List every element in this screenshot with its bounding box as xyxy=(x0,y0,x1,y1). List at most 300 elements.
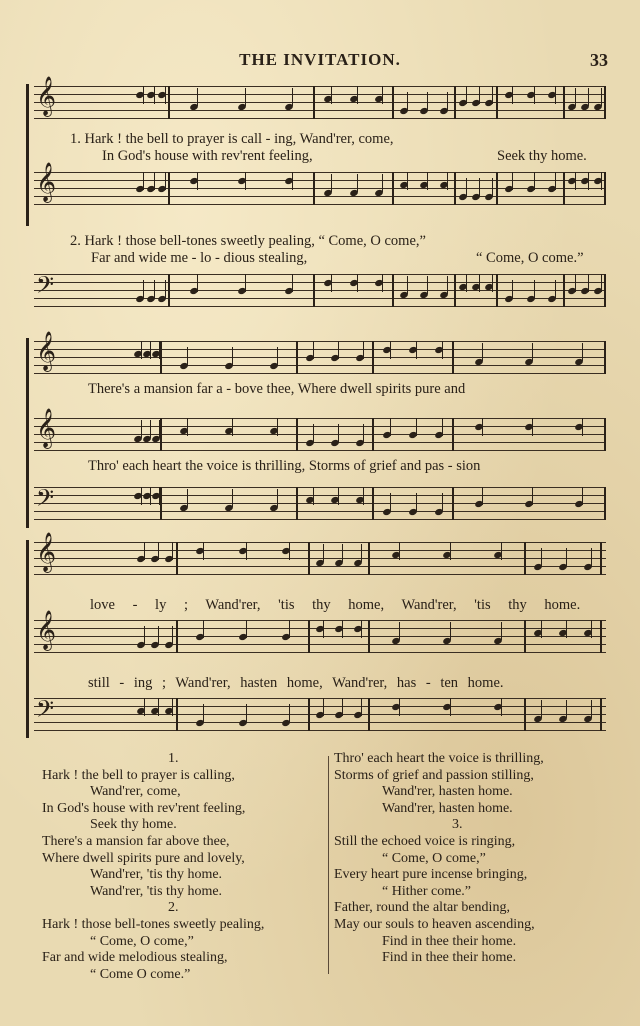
bar-line xyxy=(368,698,370,731)
bar-line xyxy=(168,86,170,119)
music-staff xyxy=(34,410,606,452)
bar-line xyxy=(313,274,315,307)
system-bracket xyxy=(26,338,29,528)
note-stem xyxy=(165,280,166,298)
note-stem xyxy=(246,620,247,638)
note-stem xyxy=(277,347,278,365)
note-stem xyxy=(541,620,542,638)
note-stem xyxy=(416,341,417,359)
note-stem xyxy=(313,341,314,359)
note-stem xyxy=(591,620,592,638)
note-stem xyxy=(338,424,339,442)
note-stem xyxy=(159,341,160,359)
bar-line xyxy=(563,86,565,119)
bar-line xyxy=(604,274,606,307)
note-stem xyxy=(197,274,198,292)
note-stem xyxy=(143,280,144,298)
note-stem xyxy=(588,274,589,292)
note-stem xyxy=(342,544,343,562)
note-stem xyxy=(165,172,166,190)
note-stem xyxy=(582,418,583,436)
music-staff xyxy=(34,274,606,308)
verses-left-column xyxy=(42,751,327,983)
staff-line xyxy=(34,290,606,291)
note-stem xyxy=(479,274,480,292)
note-stem xyxy=(399,698,400,716)
note-stem xyxy=(277,418,278,436)
note-stem xyxy=(363,487,364,505)
note-stem xyxy=(512,280,513,298)
note-stem xyxy=(331,174,332,192)
bass-clef-icon: 𝄢 xyxy=(36,697,55,728)
staff-line xyxy=(34,172,606,173)
note-stem xyxy=(150,420,151,438)
note-stem xyxy=(566,700,567,718)
note-stem xyxy=(416,418,417,436)
note-stem xyxy=(601,172,602,190)
note-stem xyxy=(289,620,290,638)
lyric-verse1-line2: In God's house with rev'rent feeling, xyxy=(102,148,313,164)
note-stem xyxy=(203,704,204,722)
note-stem xyxy=(172,626,173,644)
note-stem xyxy=(534,86,535,104)
verse-line: Wand'rer, come, xyxy=(90,784,181,800)
bar-line xyxy=(296,341,298,374)
verse-line: Thro' each heart the voice is thrilling, xyxy=(334,751,544,766)
note-stem xyxy=(450,698,451,716)
note-stem xyxy=(541,548,542,566)
bar-line xyxy=(496,274,498,307)
note-stem xyxy=(532,343,533,361)
system-bracket xyxy=(26,540,29,738)
note-stem xyxy=(427,276,428,294)
page-header xyxy=(0,50,640,72)
note-stem xyxy=(158,542,159,560)
bar-line xyxy=(392,86,394,119)
lyric-verse1-line1: 1. Hark ! the bell to prayer is call - ing, Wand'rer, come, xyxy=(70,131,394,147)
note-stem xyxy=(154,86,155,104)
bar-line xyxy=(176,698,178,731)
note-stem xyxy=(582,343,583,361)
note-stem xyxy=(512,172,513,190)
bar-line xyxy=(524,698,526,731)
staff-line xyxy=(34,204,606,205)
note-stem xyxy=(323,698,324,716)
note-stem xyxy=(512,86,513,104)
note-stem xyxy=(575,172,576,190)
staff-line xyxy=(34,180,606,181)
bar-line xyxy=(454,86,456,119)
note-stem xyxy=(591,548,592,566)
lyric-system2-line2: Thro' each heart the voice is thrilling, Storms of grief and pas - sion xyxy=(88,458,481,474)
note-stem xyxy=(555,172,556,190)
note-stem xyxy=(588,88,589,106)
verse-line: “ Come, O come,” xyxy=(90,933,194,949)
staff-line xyxy=(34,503,606,504)
note-stem xyxy=(357,86,358,104)
bar-line xyxy=(604,487,606,520)
bar-line xyxy=(160,418,162,451)
treble-clef-icon: 𝄞 xyxy=(36,534,57,571)
staff-line xyxy=(34,450,606,451)
note-stem xyxy=(143,172,144,190)
note-stem xyxy=(492,86,493,104)
note-stem xyxy=(382,274,383,292)
bar-line xyxy=(600,698,602,731)
note-stem xyxy=(447,92,448,110)
note-stem xyxy=(566,620,567,638)
note-stem xyxy=(277,489,278,507)
page-title: THE INVITATION. xyxy=(239,50,401,69)
bar-line xyxy=(604,172,606,205)
lyric-system3-line1: love - ly ; Wand'rer, 'tis thy home, Wand'rer, 'tis thy home. xyxy=(90,597,581,613)
note-stem xyxy=(442,493,443,511)
note-stem xyxy=(399,622,400,640)
note-stem xyxy=(601,88,602,106)
staff-line xyxy=(34,574,606,575)
staff-line xyxy=(34,652,606,653)
note-stem xyxy=(246,542,247,560)
verse-line: Storms of grief and passion stilling, xyxy=(334,767,534,783)
note-stem xyxy=(482,418,483,436)
note-stem xyxy=(407,92,408,110)
bar-line xyxy=(496,172,498,205)
bar-line xyxy=(454,274,456,307)
note-stem xyxy=(187,489,188,507)
note-stem xyxy=(450,622,451,640)
note-stem xyxy=(534,280,535,298)
note-stem xyxy=(158,698,159,716)
bar-line xyxy=(368,620,370,653)
staff-line xyxy=(34,487,606,488)
note-stem xyxy=(582,487,583,505)
note-stem xyxy=(141,341,142,359)
staff-line xyxy=(34,722,606,723)
verse-line: There's a mansion far above thee, xyxy=(42,833,230,849)
note-stem xyxy=(357,174,358,192)
music-staff xyxy=(34,534,606,576)
bar-line xyxy=(308,698,310,731)
bar-line xyxy=(452,487,454,520)
note-stem xyxy=(292,274,293,292)
bar-line xyxy=(452,341,454,374)
bar-line xyxy=(168,172,170,205)
note-stem xyxy=(501,698,502,716)
note-stem xyxy=(447,172,448,190)
note-stem xyxy=(427,92,428,110)
note-stem xyxy=(331,86,332,104)
treble-clef-icon: 𝄞 xyxy=(36,164,57,201)
bar-line xyxy=(600,542,602,575)
verse-line: “ Come O come.” xyxy=(90,966,191,982)
note-stem xyxy=(466,274,467,292)
verse-line: “ Hither come.” xyxy=(382,883,472,899)
note-stem xyxy=(479,86,480,104)
note-stem xyxy=(245,172,246,190)
staff-line xyxy=(34,94,606,95)
note-stem xyxy=(390,418,391,436)
verse-line: Wand'rer, hasten home. xyxy=(382,800,513,816)
note-stem xyxy=(407,172,408,190)
staff-line xyxy=(34,550,606,551)
note-stem xyxy=(601,274,602,292)
note-stem xyxy=(203,542,204,560)
staff-line xyxy=(34,118,606,119)
note-stem xyxy=(390,493,391,511)
note-stem xyxy=(416,493,417,511)
note-stem xyxy=(442,418,443,436)
staff-line xyxy=(34,730,606,731)
staff-line xyxy=(34,282,606,283)
note-stem xyxy=(363,424,364,442)
bass-clef-icon: 𝄢 xyxy=(36,273,55,304)
staff-line xyxy=(34,373,606,374)
verse-line: Father, round the altar bending, xyxy=(334,900,510,916)
music-staff xyxy=(34,164,606,206)
lyric-verse2-line1: 2. Hark ! those bell-tones sweetly pealing, “ Come, O come,” xyxy=(70,233,426,249)
system-bracket xyxy=(26,84,29,226)
music-staff xyxy=(34,698,606,732)
note-stem xyxy=(154,280,155,298)
staff-line xyxy=(34,86,606,87)
staff-line xyxy=(34,495,606,496)
staff-line xyxy=(34,698,606,699)
note-stem xyxy=(541,700,542,718)
lyric-verse1-line2-end: Seek thy home. xyxy=(497,148,587,164)
note-stem xyxy=(363,341,364,359)
staff-line xyxy=(34,274,606,275)
verse-line: May our souls to heaven ascending, xyxy=(334,916,535,932)
staff-line xyxy=(34,434,606,435)
staff-line xyxy=(34,110,606,111)
verse-line: Wand'rer, 'tis thy home. xyxy=(90,867,223,883)
note-stem xyxy=(382,86,383,104)
note-stem xyxy=(466,178,467,196)
bar-line xyxy=(372,487,374,520)
bar-line xyxy=(176,542,178,575)
staff-line xyxy=(34,341,606,342)
note-stem xyxy=(591,700,592,718)
bar-line xyxy=(296,418,298,451)
note-stem xyxy=(501,622,502,640)
note-stem xyxy=(338,487,339,505)
lyric-verse2-line2: Far and wide me - lo - dious stealing, xyxy=(91,250,308,266)
bar-line xyxy=(524,620,526,653)
note-stem xyxy=(532,418,533,436)
note-stem xyxy=(232,347,233,365)
note-stem xyxy=(492,274,493,292)
verse-line: Find in thee their home. xyxy=(382,950,517,966)
note-stem xyxy=(482,343,483,361)
note-stem xyxy=(143,86,144,104)
note-stem xyxy=(197,88,198,106)
bar-line xyxy=(392,274,394,307)
treble-clef-icon: 𝄞 xyxy=(36,612,57,649)
bar-line xyxy=(168,274,170,307)
verse-line: Still the echoed voice is ringing, xyxy=(334,833,516,849)
music-staff xyxy=(34,78,606,120)
bar-line xyxy=(392,172,394,205)
note-stem xyxy=(338,341,339,359)
verse-line: In God's house with rev'rent feeling, xyxy=(42,800,246,816)
verse-line: Every heart pure incense bringing, xyxy=(334,867,528,883)
note-stem xyxy=(575,274,576,292)
note-stem xyxy=(172,698,173,716)
note-stem xyxy=(141,420,142,438)
note-stem xyxy=(427,172,428,190)
note-stem xyxy=(144,542,145,560)
bar-line xyxy=(604,418,606,451)
note-stem xyxy=(323,620,324,638)
note-stem xyxy=(479,178,480,196)
note-stem xyxy=(203,620,204,638)
note-stem xyxy=(407,276,408,294)
note-stem xyxy=(323,544,324,562)
staff-line xyxy=(34,102,606,103)
staff-line xyxy=(34,418,606,419)
staff-line xyxy=(34,349,606,350)
note-stem xyxy=(450,542,451,560)
note-stem xyxy=(158,626,159,644)
note-stem xyxy=(144,626,145,644)
staff-line xyxy=(34,644,606,645)
note-stem xyxy=(313,424,314,442)
note-stem xyxy=(245,274,246,292)
verse-line: Where dwell spirits pure and lovely, xyxy=(42,850,245,866)
staff-line xyxy=(34,298,606,299)
bar-line xyxy=(604,86,606,119)
staff-line xyxy=(34,365,606,366)
bar-line xyxy=(372,418,374,451)
verse-line: Hark ! those bell-tones sweetly pealing, xyxy=(42,916,265,932)
bar-line xyxy=(563,274,565,307)
note-stem xyxy=(342,620,343,638)
note-stem xyxy=(289,704,290,722)
bar-line xyxy=(604,341,606,374)
verse-line: 1. xyxy=(168,751,179,766)
column-divider xyxy=(328,756,329,974)
note-stem xyxy=(534,172,535,190)
note-stem xyxy=(144,698,145,716)
page-number: 33 xyxy=(590,50,608,70)
verse-line: Seek thy home. xyxy=(90,817,177,833)
verses-right-column xyxy=(334,751,634,967)
note-stem xyxy=(245,88,246,106)
staff-line xyxy=(34,196,606,197)
note-stem xyxy=(566,548,567,566)
note-stem xyxy=(289,542,290,560)
staff-line xyxy=(34,511,606,512)
bar-line xyxy=(176,620,178,653)
verse-line: Wand'rer, 'tis thy home. xyxy=(90,883,223,899)
treble-clef-icon: 𝄞 xyxy=(36,333,57,370)
verse-line: Find in thee their home. xyxy=(382,933,517,949)
music-staff xyxy=(34,612,606,654)
staff-line xyxy=(34,306,606,307)
note-stem xyxy=(447,276,448,294)
note-stem xyxy=(382,174,383,192)
lyric-verse2-line2-end: “ Come, O come.” xyxy=(476,250,584,266)
note-stem xyxy=(390,341,391,359)
note-stem xyxy=(442,341,443,359)
bar-line xyxy=(313,86,315,119)
treble-clef-icon: 𝄞 xyxy=(36,78,57,115)
bar-line xyxy=(524,542,526,575)
note-stem xyxy=(232,489,233,507)
lyric-system3-line2: still - ing ; Wand'rer, hasten home, Wand'rer, has - ten home. xyxy=(88,675,504,691)
verse-line: 3. xyxy=(452,817,463,833)
note-stem xyxy=(197,172,198,190)
note-stem xyxy=(588,172,589,190)
note-stem xyxy=(555,86,556,104)
note-stem xyxy=(399,542,400,560)
bar-line xyxy=(313,172,315,205)
note-stem xyxy=(331,274,332,292)
note-stem xyxy=(187,347,188,365)
note-stem xyxy=(361,544,362,562)
note-stem xyxy=(159,420,160,438)
bar-line xyxy=(496,86,498,119)
verse-line: Hark ! the bell to prayer is calling, xyxy=(42,767,235,783)
note-stem xyxy=(313,487,314,505)
bar-line xyxy=(452,418,454,451)
bar-line xyxy=(308,620,310,653)
note-stem xyxy=(342,698,343,716)
note-stem xyxy=(150,341,151,359)
note-stem xyxy=(466,86,467,104)
note-stem xyxy=(187,418,188,436)
bar-line xyxy=(296,487,298,520)
note-stem xyxy=(246,704,247,722)
bar-line xyxy=(368,542,370,575)
staff-line xyxy=(34,519,606,520)
verse-line: “ Come, O come,” xyxy=(382,850,486,866)
bar-line xyxy=(454,172,456,205)
verse-line: Far and wide melodious stealing, xyxy=(42,950,228,966)
staff-line xyxy=(34,188,606,189)
note-stem xyxy=(361,620,362,638)
lyric-system2-line1: There's a mansion far a - bove thee, Where dwell spirits pure and xyxy=(88,381,466,397)
verse-line: Wand'rer, hasten home. xyxy=(382,784,513,800)
bar-line xyxy=(160,341,162,374)
note-stem xyxy=(532,487,533,505)
bar-line xyxy=(563,172,565,205)
note-stem xyxy=(482,487,483,505)
note-stem xyxy=(575,88,576,106)
bar-line xyxy=(600,620,602,653)
music-staff xyxy=(34,333,606,375)
staff-line xyxy=(34,426,606,427)
staff-line xyxy=(34,357,606,358)
staff-line xyxy=(34,442,606,443)
note-stem xyxy=(492,178,493,196)
verse-line: 2. xyxy=(168,900,179,916)
staff-line xyxy=(34,636,606,637)
bar-line xyxy=(372,341,374,374)
note-stem xyxy=(555,280,556,298)
note-stem xyxy=(165,86,166,104)
note-stem xyxy=(357,274,358,292)
note-stem xyxy=(232,418,233,436)
note-stem xyxy=(292,88,293,106)
staff-line xyxy=(34,542,606,543)
treble-clef-icon: 𝄞 xyxy=(36,410,57,447)
bar-line xyxy=(308,542,310,575)
note-stem xyxy=(159,487,160,505)
staff-line xyxy=(34,706,606,707)
note-stem xyxy=(292,172,293,190)
note-stem xyxy=(172,542,173,560)
